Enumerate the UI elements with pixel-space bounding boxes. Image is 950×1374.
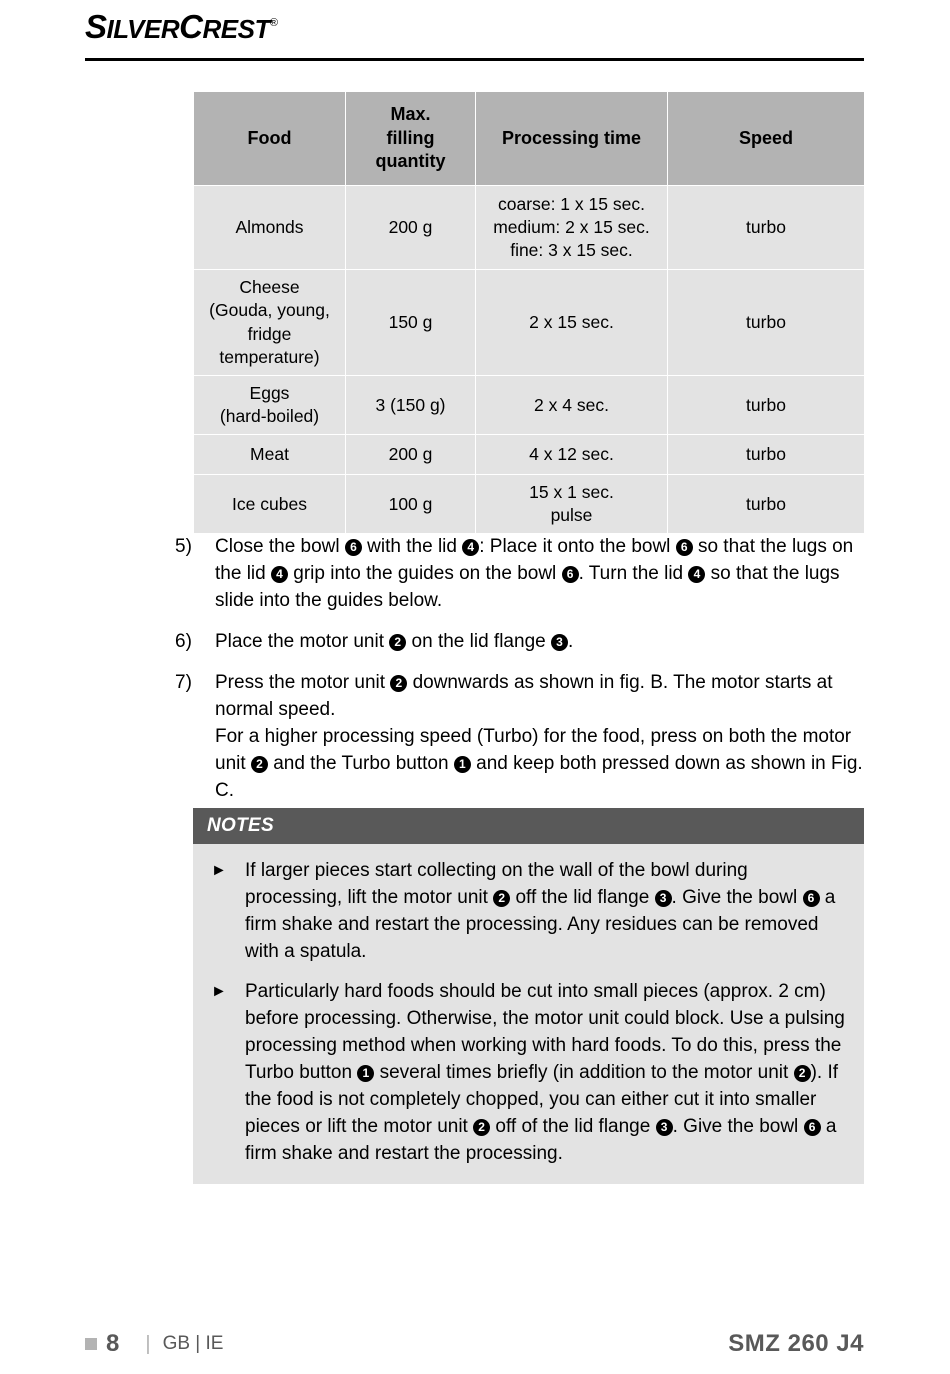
time-line: medium: 2 x 15 sec. — [493, 216, 650, 237]
cell-speed: turbo — [668, 270, 865, 376]
step-body: Press the motor unit 2 downwards as shown in fig. B. The motor starts at normal speed. For a higher processing speed (Turbo) for the food, press on both the motor unit 2 and the Turbo button 1 and keep both pressed down as shown in Fig. C. — [215, 671, 863, 801]
callout-number-2: 2 — [794, 1065, 811, 1082]
table-row — [194, 376, 865, 435]
cell-quantity: 150 g — [346, 270, 476, 376]
time-line: pulse — [550, 505, 593, 526]
table-row — [194, 475, 865, 534]
callout-number-3: 3 — [551, 634, 568, 651]
cell-speed: turbo — [668, 186, 865, 270]
cell-food — [194, 186, 346, 270]
food-line: Cheese — [239, 277, 300, 298]
cell-food — [194, 376, 346, 435]
cell-food: Meat — [194, 435, 346, 475]
step-number: 6) — [175, 630, 192, 652]
time-line: 15 x 1 sec. — [529, 482, 614, 503]
time-line: coarse: 1 x 15 sec. — [498, 193, 645, 214]
footer-square-icon — [85, 1338, 97, 1350]
step-5 — [175, 534, 865, 615]
header-line-1: Max. — [390, 103, 431, 124]
brand-ilver: ILVER — [106, 14, 180, 44]
callout-number-4: 4 — [462, 539, 479, 556]
callout-number-2: 2 — [389, 634, 406, 651]
step-body: Close the bowl 6 with the lid 4 : Place it onto the bowl 6 so that the lugs on the lid 4 grip into the guides on the bowl 6 . Turn the lid 4 so that the lugs slide into the guides below. — [215, 536, 854, 611]
callout-number-2: 2 — [473, 1119, 490, 1136]
header-line-3: quantity — [375, 151, 446, 172]
callout-number-3: 3 — [655, 890, 672, 907]
note-text: If larger pieces start collecting on the wall of the bowl during processing, lift the motor unit 2 off the lid flange 3 . Give the bowl 6 a firm shake and restart the processing. Any residues can be removed with a spatula. — [245, 860, 836, 962]
footer-locale: GB | IE — [162, 1333, 224, 1354]
food-line: temperature) — [219, 346, 320, 367]
callout-number-6: 6 — [562, 566, 579, 583]
header-line-2: filling — [386, 127, 435, 148]
callout-number-6: 6 — [345, 539, 362, 556]
cell-time — [476, 475, 668, 534]
table-row — [194, 186, 865, 270]
cell-speed: turbo — [668, 376, 865, 435]
column-header-quantity — [346, 92, 476, 186]
brand-letter-s: S — [85, 8, 107, 45]
food-processing-table — [193, 91, 864, 534]
note-text: Particularly hard foods should be cut into small pieces (approx. 2 cm) before processing. Otherwise, the motor unit could block. Use a pulsing processing method when working with hard foods. To do this, press the Turbo button 1 several times briefly (in addition to the motor unit 2 ). If the food is not completely chopped, you can either cut it into smaller pieces or lift the motor unit 2 off of the lid flange 3 . Give the bowl 6 a firm shake and restart the processing. — [245, 980, 845, 1164]
brand-letter-c: C — [179, 8, 203, 45]
table-header-row — [194, 92, 865, 186]
note-item — [211, 979, 846, 1168]
callout-number-6: 6 — [804, 1119, 821, 1136]
step-number: 7) — [175, 671, 192, 693]
brand-rest: REST — [202, 14, 270, 44]
column-header-food: Food — [194, 92, 346, 186]
food-line: (hard-boiled) — [219, 406, 320, 427]
time-line: fine: 3 x 15 sec. — [510, 240, 633, 261]
table-row — [194, 270, 865, 376]
table-row — [194, 435, 865, 475]
callout-number-6: 6 — [676, 539, 693, 556]
notes-title: NOTES — [193, 808, 864, 844]
cell-speed: turbo — [668, 475, 865, 534]
cell-food — [194, 270, 346, 376]
cell-quantity: 200 g — [346, 186, 476, 270]
cell-quantity: 100 g — [346, 475, 476, 534]
notes-box — [193, 808, 864, 1184]
callout-number-2: 2 — [251, 756, 268, 773]
page-footer — [85, 1330, 864, 1358]
instruction-steps — [175, 534, 865, 819]
callout-number-2: 2 — [493, 890, 510, 907]
cell-time: 2 x 4 sec. — [476, 376, 668, 435]
cell-time: 4 x 12 sec. — [476, 435, 668, 475]
note-item — [211, 858, 846, 966]
notes-body — [193, 844, 864, 1184]
brand-header — [85, 8, 865, 46]
food-line: (Gouda, young, — [209, 300, 330, 321]
cell-time — [476, 186, 668, 270]
callout-number-6: 6 — [803, 890, 820, 907]
registered-mark: ® — [269, 17, 278, 29]
callout-number-1: 1 — [357, 1065, 374, 1082]
callout-number-4: 4 — [688, 566, 705, 583]
food-line: Almonds — [235, 216, 304, 237]
step-number: 5) — [175, 536, 192, 557]
cell-quantity: 3 (150 g) — [346, 376, 476, 435]
food-line: fridge — [247, 323, 292, 344]
footer-separator: | — [145, 1332, 151, 1355]
step-7 — [175, 670, 865, 805]
arrow-bullet-icon: ► — [211, 982, 227, 1000]
callout-number-2: 2 — [390, 675, 407, 692]
header-divider — [85, 58, 864, 61]
column-header-speed: Speed — [668, 92, 865, 186]
callout-number-3: 3 — [656, 1119, 673, 1136]
cell-food: Ice cubes — [194, 475, 346, 534]
arrow-bullet-icon: ► — [211, 862, 227, 879]
cell-time: 2 x 15 sec. — [476, 270, 668, 376]
food-line: Eggs — [249, 383, 290, 403]
callout-number-4: 4 — [271, 566, 288, 583]
footer-model: SMZ 260 J4 — [728, 1330, 864, 1357]
callout-number-1: 1 — [454, 756, 471, 773]
cell-speed: turbo — [668, 435, 865, 475]
silvercrest-logo — [85, 8, 865, 46]
cell-quantity: 200 g — [346, 435, 476, 475]
step-body: Place the motor unit 2 on the lid flange 3 . — [215, 630, 574, 652]
step-6 — [175, 629, 865, 656]
column-header-processing-time: Processing time — [476, 92, 668, 186]
page-number: 8 — [106, 1330, 120, 1357]
